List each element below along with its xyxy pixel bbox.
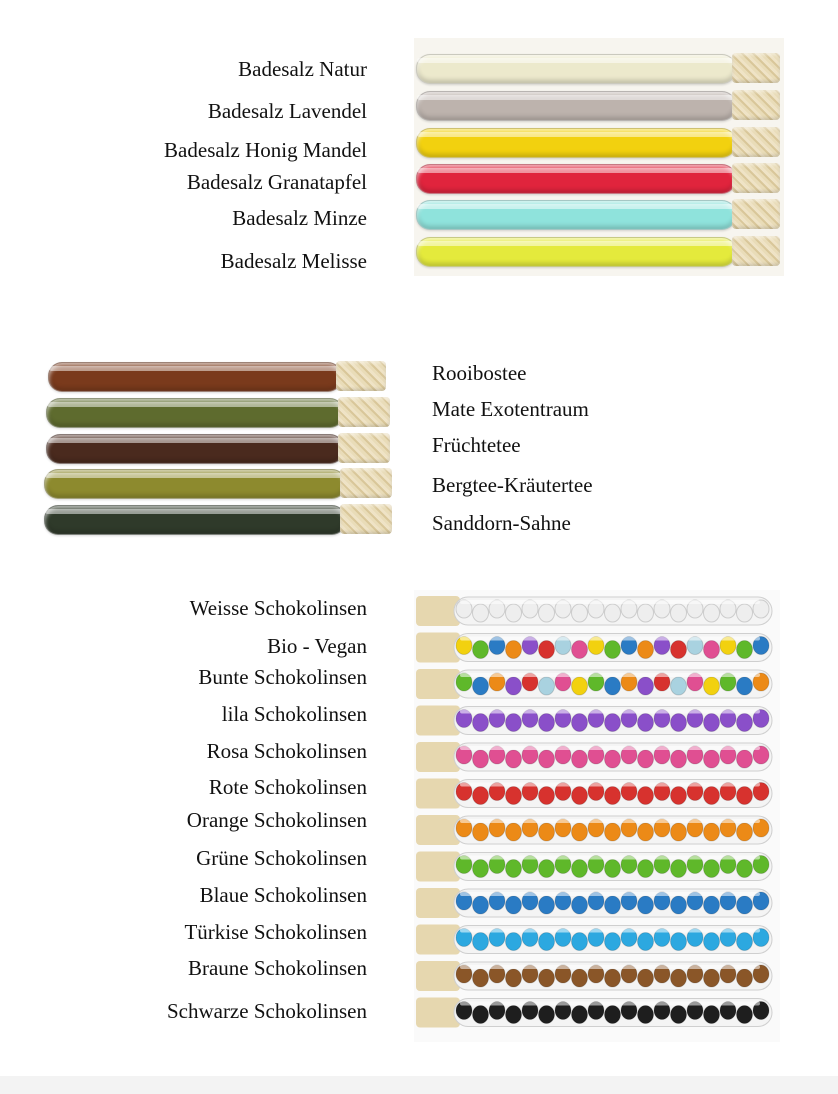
- candy: [572, 641, 588, 659]
- candy: [473, 787, 489, 805]
- candy: [671, 714, 687, 732]
- cork: [416, 961, 460, 991]
- candy: [605, 641, 621, 659]
- cork: [338, 433, 390, 463]
- candy: [638, 860, 654, 878]
- tube-bergtee-kraeutertee: [44, 469, 346, 499]
- chocolate-label: Türkise Schokolinsen: [184, 920, 367, 944]
- candy: [638, 714, 654, 732]
- chocolate-label: Blaue Schokolinsen: [199, 883, 367, 907]
- cork: [416, 888, 460, 918]
- candy: [506, 641, 522, 659]
- candy: [704, 604, 720, 622]
- candy: [539, 823, 555, 841]
- candy: [506, 604, 522, 622]
- candy: [671, 933, 687, 951]
- tube-sheen: [460, 965, 760, 969]
- candy: [506, 714, 522, 732]
- tube-sheen: [460, 819, 760, 823]
- tube-badesalz-lavendel: [416, 91, 736, 121]
- candy: [539, 933, 555, 951]
- candy: [605, 787, 621, 805]
- tube-sheen: [460, 783, 760, 787]
- candy: [473, 714, 489, 732]
- tea-label: Bergtee-Kräutertee: [432, 473, 593, 497]
- candy: [473, 823, 489, 841]
- candy: [638, 750, 654, 768]
- candy: [671, 641, 687, 659]
- cork: [732, 90, 780, 120]
- cork: [416, 779, 460, 809]
- tube-mate-exotentraum: [46, 398, 344, 428]
- candy: [671, 750, 687, 768]
- candy: [704, 787, 720, 805]
- bath-salt-label: Badesalz Honig Mandel: [164, 138, 367, 162]
- candy: [704, 750, 720, 768]
- candy: [473, 641, 489, 659]
- bath-salt-tubes-photo: [414, 38, 784, 276]
- chocolate-tubes-photo: [414, 590, 780, 1042]
- cork: [732, 163, 780, 193]
- cork: [336, 361, 386, 391]
- candy: [539, 750, 555, 768]
- tube-badesalz-granatapfel: [416, 164, 736, 194]
- chocolate-label: Weisse Schokolinsen: [189, 596, 367, 620]
- candy: [539, 604, 555, 622]
- chocolate-label: Bio - Vegan: [267, 634, 367, 658]
- candy: [605, 969, 621, 987]
- cork: [416, 596, 460, 626]
- candy: [737, 969, 753, 987]
- candy: [737, 677, 753, 695]
- candy: [572, 604, 588, 622]
- bath-salt-label: Badesalz Minze: [232, 206, 367, 230]
- chocolate-tubes-graphic: [414, 590, 780, 1042]
- candy: [704, 677, 720, 695]
- candy: [605, 1006, 621, 1024]
- chocolate-label: Grüne Schokolinsen: [196, 846, 367, 870]
- tube-badesalz-melisse: [416, 237, 736, 267]
- cork: [340, 504, 392, 534]
- candy: [506, 969, 522, 987]
- candy: [506, 677, 522, 695]
- bath-salt-label: Badesalz Melisse: [220, 249, 367, 273]
- candy: [539, 677, 555, 695]
- candy: [506, 787, 522, 805]
- candy: [671, 969, 687, 987]
- candy: [605, 860, 621, 878]
- candy: [506, 860, 522, 878]
- tube-badesalz-natur: [416, 54, 736, 84]
- bath-salt-label: Badesalz Natur: [238, 57, 367, 81]
- candy: [473, 750, 489, 768]
- candy: [737, 750, 753, 768]
- cork: [732, 53, 780, 83]
- candy: [572, 787, 588, 805]
- candy: [572, 823, 588, 841]
- candy: [737, 714, 753, 732]
- chocolate-label: Bunte Schokolinsen: [198, 665, 367, 689]
- candy: [671, 677, 687, 695]
- cork: [732, 127, 780, 157]
- cork: [416, 633, 460, 663]
- candy: [605, 714, 621, 732]
- candy: [473, 604, 489, 622]
- cork: [416, 669, 460, 699]
- page-bottom-bar: [0, 1076, 838, 1094]
- tea-label: Mate Exotentraum: [432, 397, 589, 421]
- candy: [704, 641, 720, 659]
- candy: [638, 1006, 654, 1024]
- cork: [416, 998, 460, 1028]
- candy: [704, 714, 720, 732]
- candy: [671, 787, 687, 805]
- candy: [473, 1006, 489, 1024]
- candy: [737, 641, 753, 659]
- candy: [737, 896, 753, 914]
- bath-salt-label: Badesalz Lavendel: [207, 99, 367, 123]
- tube-sheen: [460, 929, 760, 933]
- tube-fruechtetee: [46, 434, 344, 464]
- candy: [704, 1006, 720, 1024]
- tube-badesalz-minze: [416, 200, 736, 230]
- cork: [416, 706, 460, 736]
- candy: [572, 750, 588, 768]
- candy: [473, 677, 489, 695]
- candy: [737, 1006, 753, 1024]
- cork: [732, 199, 780, 229]
- candy: [671, 1006, 687, 1024]
- candy: [704, 969, 720, 987]
- tube-sheen: [460, 673, 760, 677]
- candy: [539, 896, 555, 914]
- candy: [638, 677, 654, 695]
- candy: [605, 750, 621, 768]
- candy: [539, 641, 555, 659]
- tube-sheen: [460, 710, 760, 714]
- candy: [506, 750, 522, 768]
- cork: [416, 925, 460, 955]
- tea-label: Rooibostee: [432, 361, 527, 385]
- candy: [704, 933, 720, 951]
- candy: [539, 787, 555, 805]
- candy: [572, 896, 588, 914]
- candy: [506, 933, 522, 951]
- candy: [737, 933, 753, 951]
- candy: [737, 860, 753, 878]
- candy: [704, 823, 720, 841]
- candy: [473, 860, 489, 878]
- candy: [539, 860, 555, 878]
- candy: [638, 969, 654, 987]
- tube-rooibostee: [48, 362, 342, 392]
- tube-sheen: [460, 856, 760, 860]
- candy: [572, 933, 588, 951]
- candy: [473, 969, 489, 987]
- tea-label: Sanddorn-Sahne: [432, 511, 571, 535]
- candy: [506, 896, 522, 914]
- candy: [671, 823, 687, 841]
- candy: [671, 896, 687, 914]
- candy: [737, 787, 753, 805]
- bath-salt-label: Badesalz Granatapfel: [186, 170, 367, 194]
- candy: [737, 604, 753, 622]
- chocolate-label: lila Schokolinsen: [221, 702, 367, 726]
- candy: [572, 969, 588, 987]
- cork: [416, 815, 460, 845]
- chocolate-label: Orange Schokolinsen: [186, 808, 367, 832]
- tube-sheen: [460, 637, 760, 641]
- candy: [638, 604, 654, 622]
- tea-tubes-photo: [40, 356, 395, 540]
- tea-label: Früchtetee: [432, 433, 521, 457]
- candy: [605, 896, 621, 914]
- cork: [338, 397, 390, 427]
- tube-sheen: [460, 600, 760, 604]
- candy: [506, 1006, 522, 1024]
- candy: [473, 933, 489, 951]
- candy: [605, 604, 621, 622]
- candy: [638, 933, 654, 951]
- candy: [638, 787, 654, 805]
- candy: [638, 823, 654, 841]
- candy: [704, 896, 720, 914]
- candy: [572, 714, 588, 732]
- chocolate-label: Rosa Schokolinsen: [206, 739, 367, 763]
- candy: [473, 896, 489, 914]
- chocolate-label: Braune Schokolinsen: [187, 956, 367, 980]
- candy: [572, 677, 588, 695]
- candy: [539, 714, 555, 732]
- candy: [605, 677, 621, 695]
- cork: [416, 742, 460, 772]
- tube-sanddorn-sahne: [44, 505, 346, 535]
- candy: [638, 641, 654, 659]
- candy: [539, 969, 555, 987]
- candy: [506, 823, 522, 841]
- tube-sheen: [460, 746, 760, 750]
- candy: [605, 933, 621, 951]
- candy: [737, 823, 753, 841]
- cork: [732, 236, 780, 266]
- chocolate-label: Rote Schokolinsen: [208, 775, 367, 799]
- candy: [572, 860, 588, 878]
- tube-sheen: [460, 1002, 760, 1006]
- candy: [572, 1006, 588, 1024]
- cork: [416, 852, 460, 882]
- candy: [671, 604, 687, 622]
- candy: [704, 860, 720, 878]
- candy: [671, 860, 687, 878]
- tube-sheen: [460, 892, 760, 896]
- candy: [638, 896, 654, 914]
- tube-badesalz-honig-mandel: [416, 128, 736, 158]
- candy: [539, 1006, 555, 1024]
- chocolate-label: Schwarze Schokolinsen: [166, 999, 367, 1023]
- candy: [605, 823, 621, 841]
- cork: [340, 468, 392, 498]
